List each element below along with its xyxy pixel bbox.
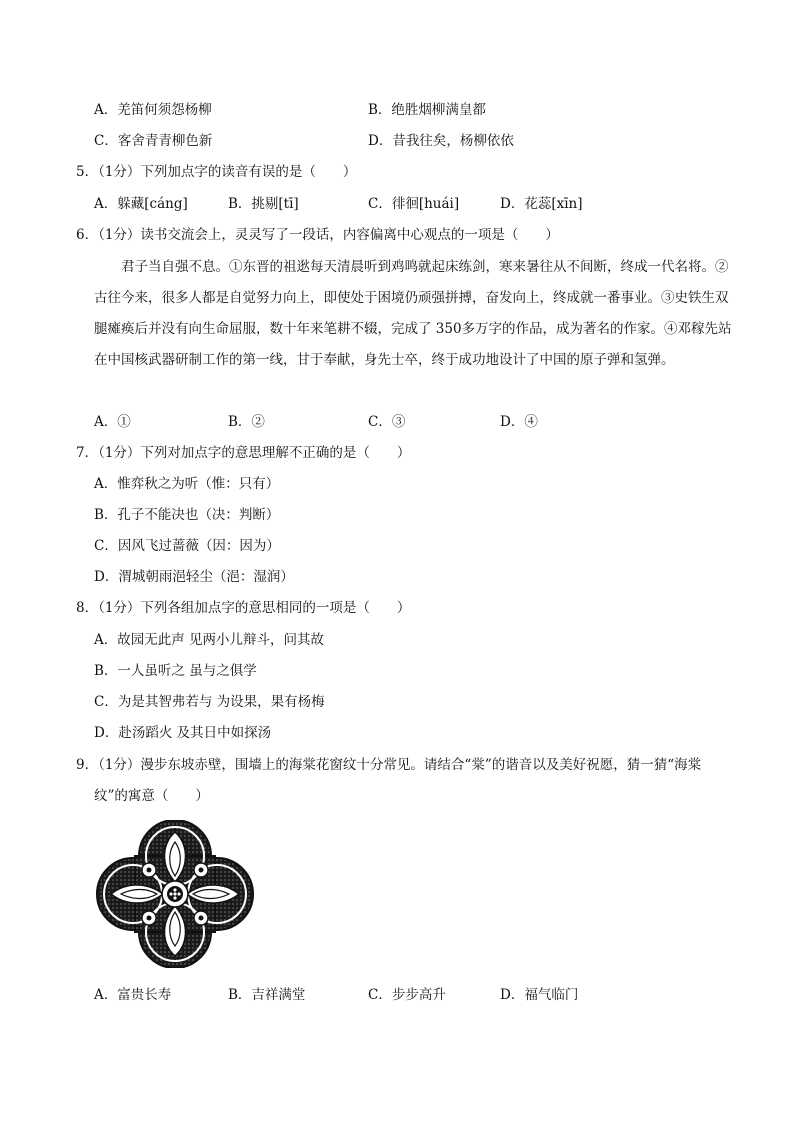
q9-option-c: C．步步高升 bbox=[368, 987, 446, 1003]
q7-option-d: D．渭城朝雨浥轻尘（浥：湿润） bbox=[94, 569, 294, 585]
q9-option-b: B．吉祥满堂 bbox=[228, 987, 306, 1003]
q5-option-b: B．挑剔[tī] bbox=[228, 196, 299, 212]
q8-option-c: C．为是其智弗若与 为设果，果有杨梅 bbox=[94, 694, 325, 710]
q6-passage bbox=[94, 252, 734, 376]
q8-option-b: B．一人虽听之 虽与之俱学 bbox=[94, 663, 257, 679]
q6-option-a: A．① bbox=[94, 414, 131, 430]
haitang-lattice-pattern-icon bbox=[95, 820, 255, 968]
q5-stem: 5．（1分）下列加点字的读音有误的是（ ） bbox=[76, 164, 357, 180]
q4-option-b: B．绝胜烟柳满皇都 bbox=[368, 102, 486, 118]
q8-option-a: A．故园无此声 见两小儿辩斗，问其故 bbox=[94, 632, 325, 648]
q9-option-a: A．富贵长寿 bbox=[94, 987, 172, 1003]
q6-stem: 6．（1分）读书交流会上，灵灵写了一段话，内容偏离中心观点的一项是（ ） bbox=[76, 227, 559, 243]
q7-option-b: B．孔子不能决也（决：判断） bbox=[94, 507, 280, 523]
q4-option-a: A．羌笛何须怨杨柳 bbox=[94, 102, 212, 118]
q7-stem: 7．（1分）下列对加点字的意思理解不正确的是（ ） bbox=[76, 445, 411, 461]
q6-option-c: C．③ bbox=[368, 414, 406, 430]
q5-option-a: A．躲藏[cáng] bbox=[94, 196, 188, 212]
q8-stem: 8．（1分）下列各组加点字的意思相同的一项是（ ） bbox=[76, 600, 411, 616]
q9-stem-line2: 纹”的寓意（ ） bbox=[94, 788, 209, 804]
q6-option-b: B．② bbox=[228, 414, 265, 430]
q9-stem-line1: 9．（1分）漫步东坡赤壁，围墙上的海棠花窗纹十分常见。请结合“棠”的谐音以及美好祝愿，猜一猜“海棠 bbox=[76, 757, 702, 773]
q4-option-d: D．昔我往矣，杨柳依依 bbox=[368, 133, 514, 149]
q7-option-c: C．因风飞过蔷薇（因：因为） bbox=[94, 538, 280, 554]
q6-passage-text: 君子当自强不息。①东晋的祖逖每天清晨听到鸡鸣就起床练剑，寒来暑往从不间断，终成一代名将。②古往今来，很多人都是自觉努力向上，即使处于困境仍顽强拼搏，奋发向上，终成就一番事业。③史铁生双腿瘫痪后并没有向生命屈服，数十年来笔耕不辍，完成了 350多万字的作品，成为著名的作家。④邓稼先站在中国核武器研制工作的第一线，甘于奉献，身先士卒，终于成功地设计了中国的原子弹和氢弹。 bbox=[94, 259, 732, 368]
q7-option-a: A．惟弈秋之为听（惟：只有） bbox=[94, 476, 280, 492]
q5-option-c: C．徘徊[huái] bbox=[368, 196, 460, 212]
q8-option-d: D．赴汤蹈火 及其日中如探汤 bbox=[94, 725, 272, 741]
q6-option-d: D．④ bbox=[500, 414, 538, 430]
q4-option-c: C．客舍青青柳色新 bbox=[94, 133, 213, 149]
q9-option-d: D．福气临门 bbox=[500, 987, 579, 1003]
q5-option-d: D．花蕊[xīn] bbox=[500, 196, 583, 212]
